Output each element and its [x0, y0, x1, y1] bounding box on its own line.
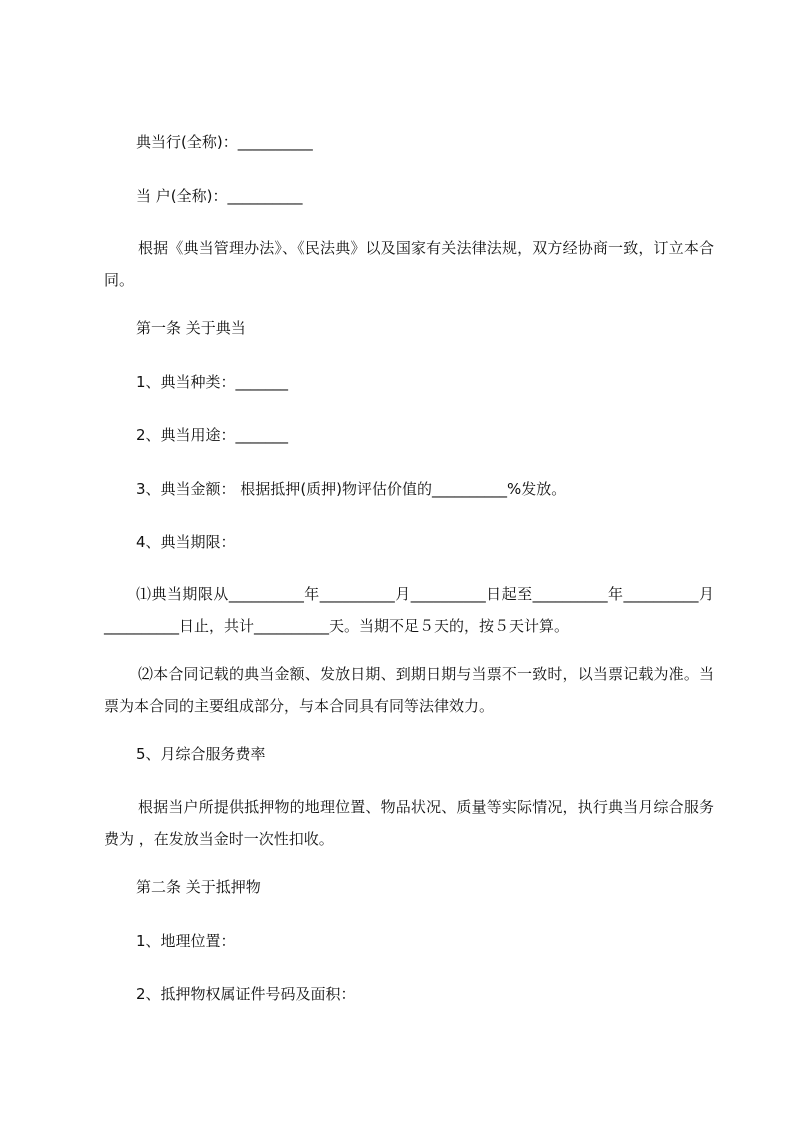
pawn-term-clause-1: ⑴典当期限从__________年__________月__________日起至__________年__________月__________日止，共计__________天。当期不足５天的，按５天计算。: [104, 585, 714, 635]
article-2-heading: 第二条 关于抵押物: [136, 878, 261, 896]
service-fee-item: 5、月综合服务费率: [136, 745, 266, 763]
pawn-term-clause-2: ⑵本合同记载的典当金额、发放日期、到期日期与当票不一致时，以当票记载为准。当票为本合同的主要组成部分，与本合同具有同等法律效力。: [104, 665, 714, 715]
title-certificate-item: 2、抵押物权属证件号码及面积：: [136, 985, 356, 1003]
service-fee-paragraph: 根据当户所提供抵押物的地理位置、物品状况、质量等实际情况，执行典当月综合服务费为 ，在发放当金时一次性扣收。: [104, 798, 714, 848]
pawn-purpose-item: 2、典当用途：_______: [136, 426, 289, 444]
preamble-paragraph: 根据《典当管理办法》、《民法典》以及国家有关法律法规，双方经协商一致，订立本合同。: [104, 239, 714, 289]
pawner-name-line: 当 户(全称)：__________: [136, 187, 303, 205]
pawn-type-item: 1、典当种类：_______: [136, 373, 289, 391]
pawn-amount-item: 3、典当金额： 根据抵押(质押)物评估价值的__________%发放。: [136, 480, 567, 498]
pawnshop-name-line: 典当行(全称)：__________: [136, 133, 313, 151]
article-1-heading: 第一条 关于典当: [136, 319, 246, 337]
location-item: 1、地理位置：: [136, 932, 236, 950]
pawn-term-item: 4、典当期限：: [136, 533, 236, 551]
